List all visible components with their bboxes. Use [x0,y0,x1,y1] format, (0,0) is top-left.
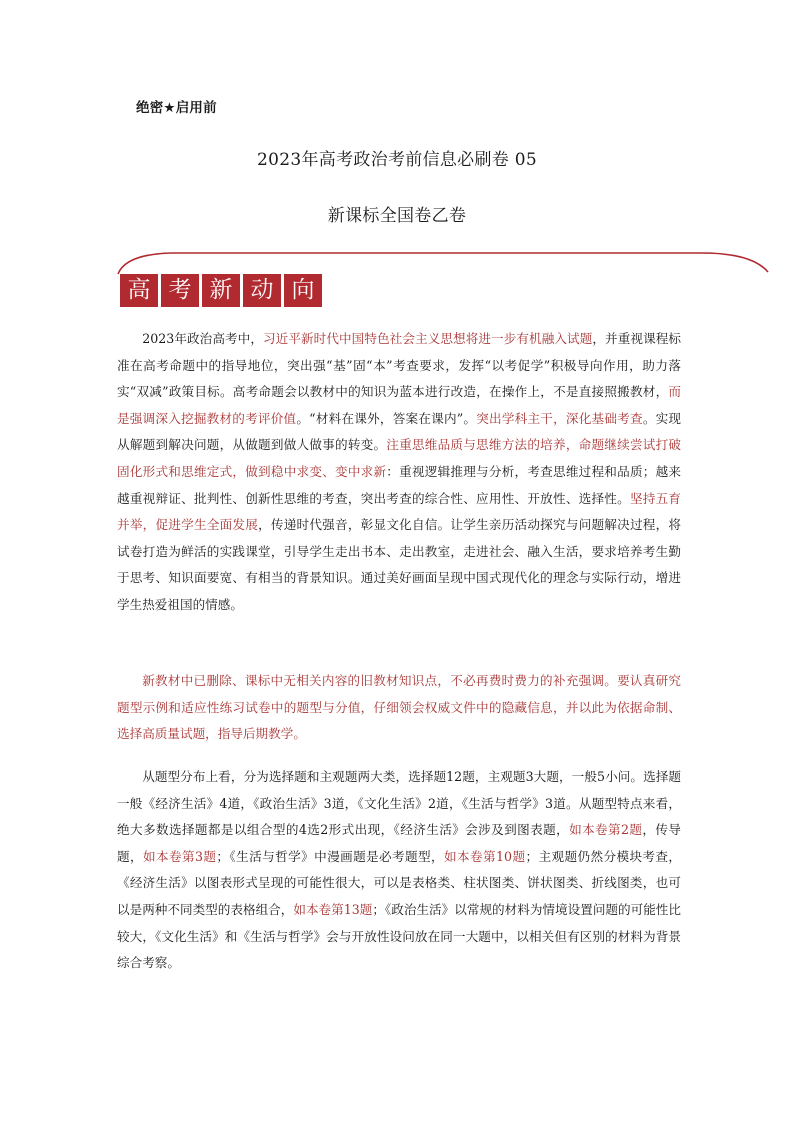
body-text-run: ，并重视课程标准在高考命题中的指导地位，突出强“基”固“本”考查要求，发挥“以考促学”积极导向作用，助力落实“双减”政策目标。高考命题会以教材中的知识为蓝本进行改造，在操作上，不是直接照搬教材， [117,331,681,400]
body-text-run: ；《生活与哲学》中漫画题是必考题型， [216,848,445,864]
highlighted-text: 突出学科主干，深化基础考查 [476,410,643,426]
highlighted-text: 习近平新时代中国特色社会主义思想将进一步有机融入试题 [263,331,593,346]
highlighted-text: 如本卷第3题 [143,848,217,864]
body-text-run: ；《政治生活》以常规的材料为情境设置问题的可能性比较大，《文化生活》和《生活与哲学》会与开放性设问放在同一大题中，以相关但有区别的材料为背景综合考察。 [117,901,681,971]
body-text-run: ；主观题仍然分模块考查，《经济生活》以图表形式呈现的可能性很大，可以是表格类、柱状图类、饼状图类、折线图类，也可以是两种不同类型的表格组合， [117,848,682,917]
body-text-run: ，传导题， [117,822,681,864]
highlighted-text: 如本卷第13题 [293,901,373,917]
secret-mark: 绝密★启用前 [136,100,217,116]
highlighted-text: 而是强调深入挖掘教材的考评价值 [117,384,681,426]
body-text-run: 。实现从解题到解决问题，从做题到做人做事的转变。 [117,410,682,453]
paragraph [117,326,681,619]
highlighted-text: 坚持五育并举，促进学生全面发展 [117,490,682,533]
highlighted-text: 如本卷第2题 [569,822,643,838]
page-title: 2023年高考政治考前信息必刷卷 05 [257,150,537,170]
highlighted-text: 注重思维品质与思维方法的培养，命题继续尝试打破固化形式和思维定式，做到稳中求变、变中求新 [117,437,682,479]
banner-char: 向 [284,274,322,307]
banner-arc-decoration [112,238,772,278]
body-text-run: 2023年政治高考中， [142,331,263,346]
banner-char: 高 [120,274,158,307]
body-text-run: 。“材料在课外，答案在课内”。 [296,410,477,426]
banner-char: 新 [202,274,240,307]
banner-char: 考 [161,274,199,307]
highlighted-text: 如本卷第10题 [444,848,526,864]
paragraph [117,764,681,977]
body-text-run: 从题型分布上看，分为选择题和主观题两大类，选择题12题，主观题3大题，一般5小问。选择题一般《经济生活》4道，《政治生活》3道，《文化生活》2道，《生活与哲学》3道。从题型特点来看，绝大多数选择题都是以组合型的4选2形式出现，《经济生活》会涉及到图表题， [117,769,681,838]
paragraph [117,668,681,748]
page-subtitle: 新课标全国卷乙卷 [327,206,467,226]
banner-char: 动 [243,274,281,307]
body-text-run: ：重视逻辑推理与分析，考查思维过程和品质；越来越重视辩证、批判性、创新性思维的考查，突出考查的综合性、应用性、开放性、选择性。 [117,463,682,506]
body-text-run: ，传递时代强音，彰显文化自信。让学生亲历活动探究与问题解决过程，将试卷打造为鲜活的实践课堂，引导学生走出书本、走出教室，走进社会、融入生活，要求培养考生勤于思考、知识面要宽、有相当的背景知识。通过美好画面呈现中国式现代化的理念与实际行动，增进学生热爱祖国的情感。 [117,517,682,612]
banner-badges [120,274,322,307]
highlighted-text: 新教材中已删除、课标中无相关内容的旧教材知识点，不必再费时费力的补充强调。要认真研究题型示例和适应性练习试卷中的题型与分值，仔细领会权威文件中的隐藏信息，并以此为依据命制、选择高质量试题，指导后期教学。 [117,673,681,742]
